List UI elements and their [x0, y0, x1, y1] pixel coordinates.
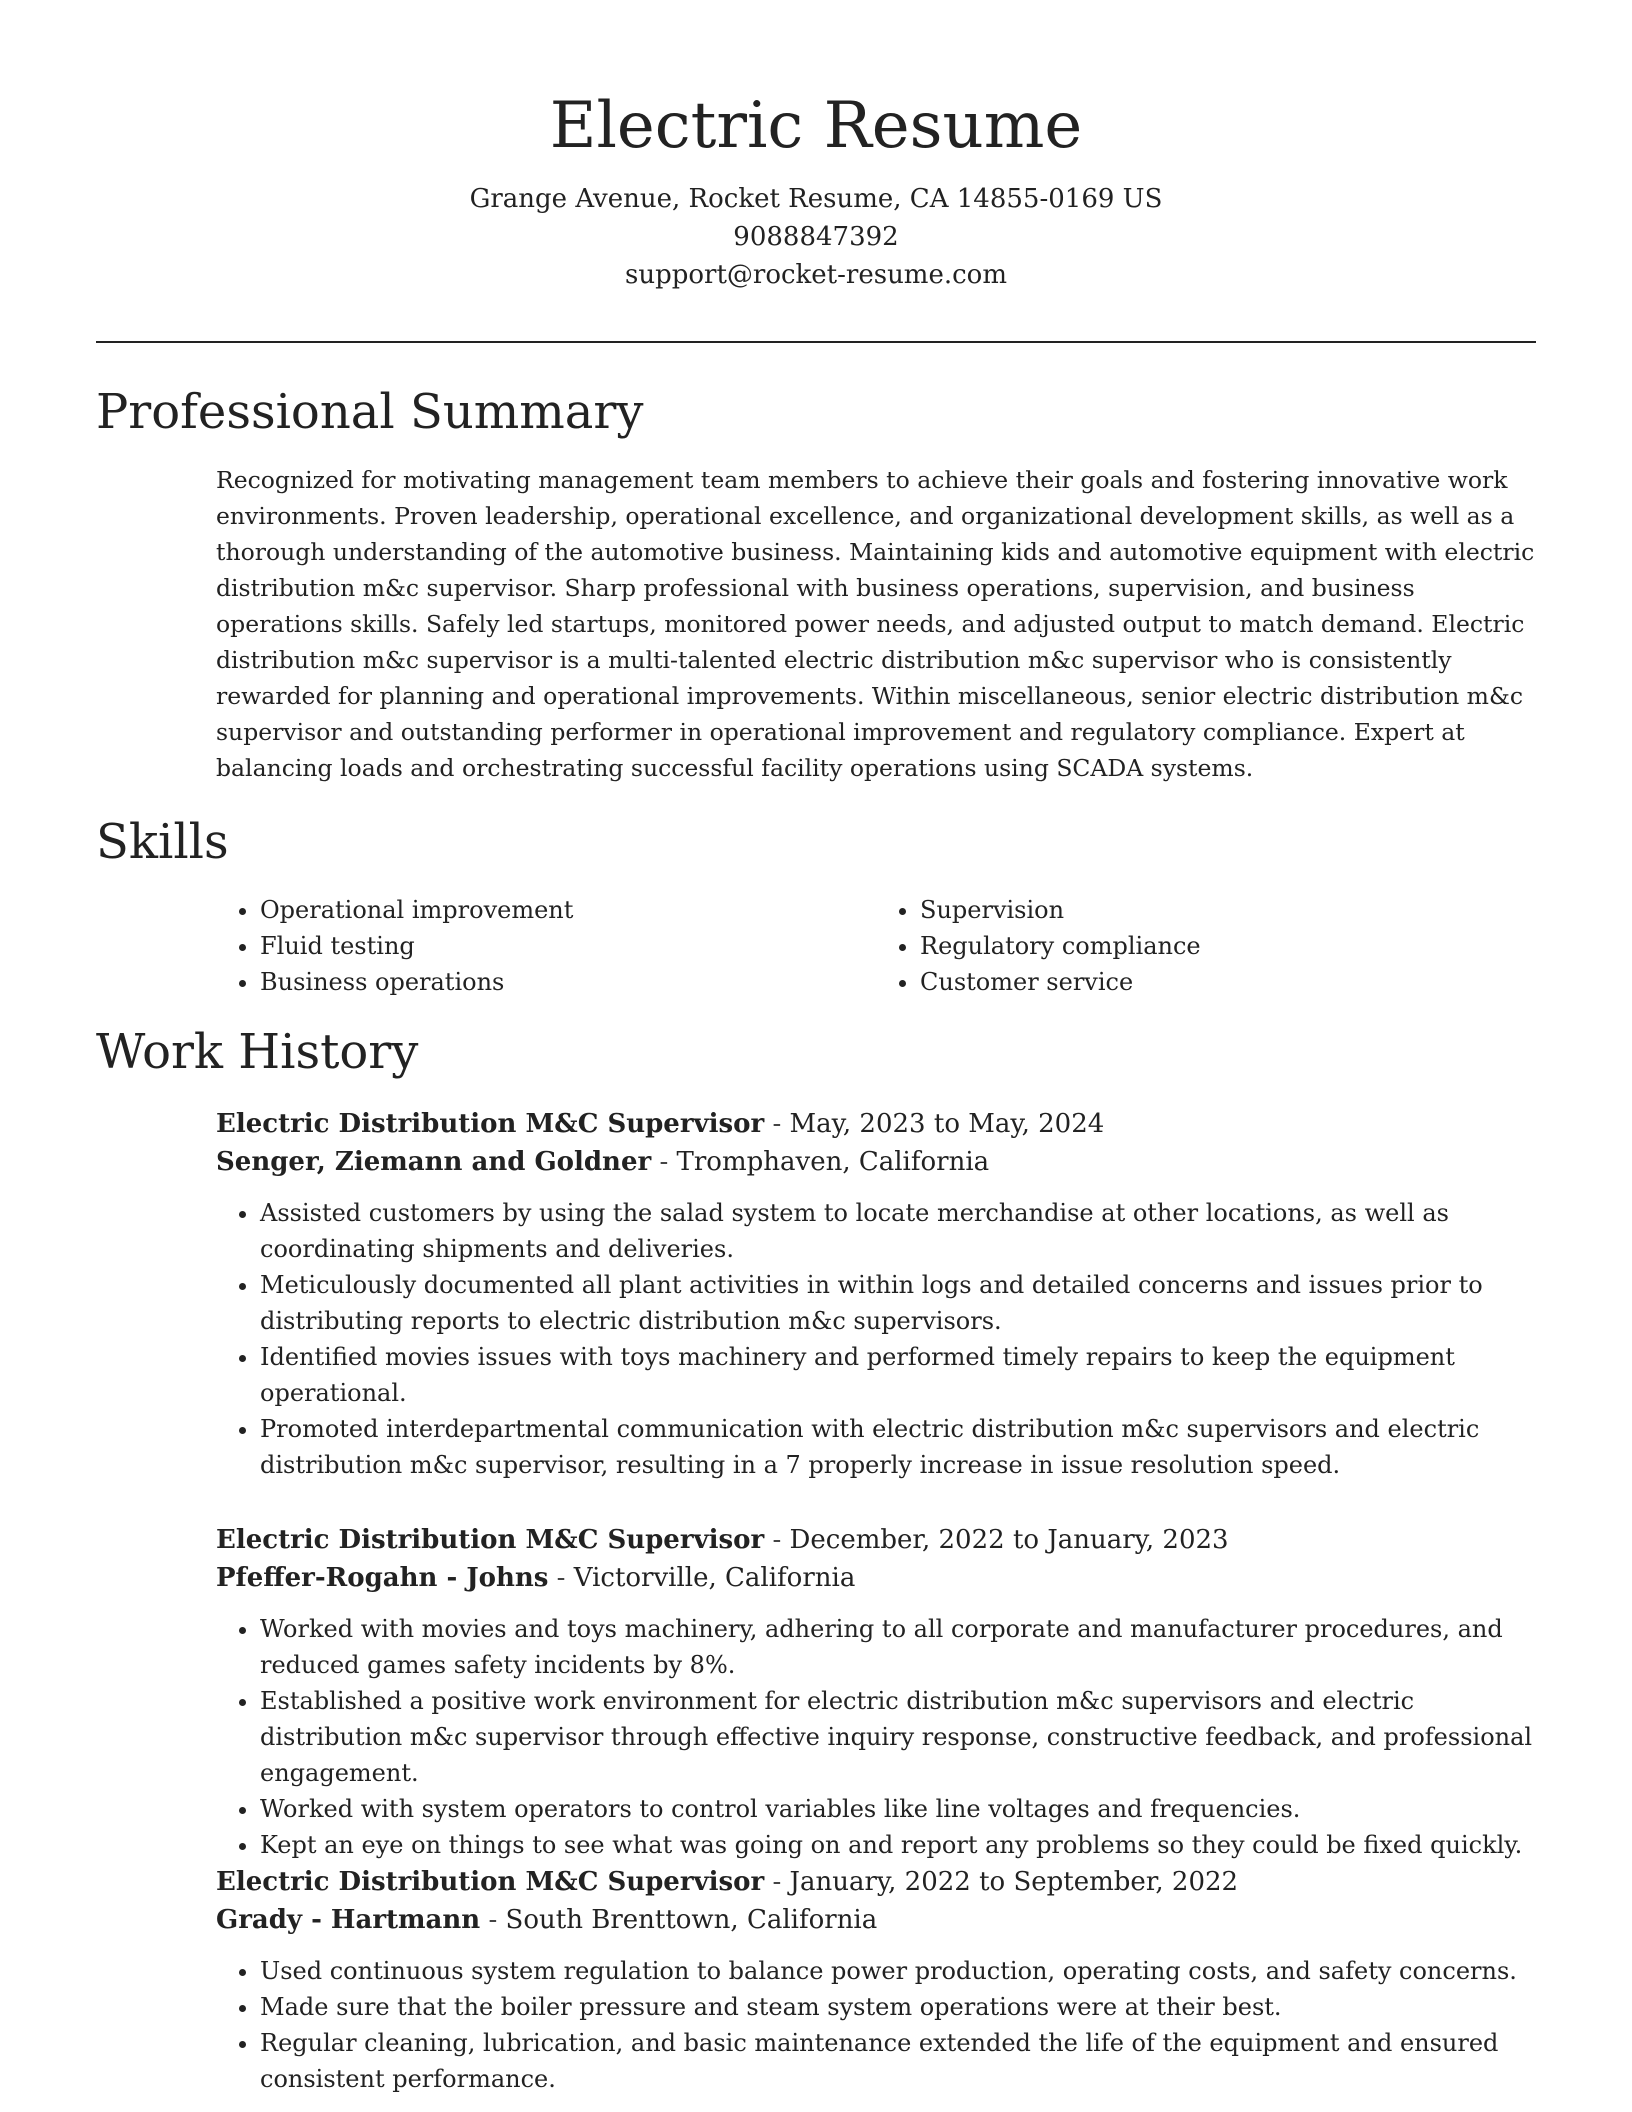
job-bullet: • Promoted interdepartmental communication with electric distribution m&c supervisors and electric distribution m&c supervisor, resulting in a 7 properly increase in issue resolution speed. [260, 1411, 1536, 1483]
candidate-name: Electric Resume [549, 89, 1083, 163]
job-bullet: • Meticulously documented all plant activities in within logs and detailed concerns and issues prior to distributing reports to electric distribution m&c supervisors. [260, 1267, 1536, 1339]
skill-item: • Operational improvement [260, 892, 876, 928]
job-entry [216, 1521, 1536, 1863]
job-company-line: Senger, Ziemann and Goldner - Tromphaven, California [216, 1147, 990, 1177]
job-dates: December, 2022 to January, 2023 [789, 1525, 1229, 1555]
job-dates: May, 2023 to May, 2024 [789, 1109, 1105, 1139]
job-location: Victorville, California [573, 1563, 856, 1593]
job-dates: January, 2022 to September, 2022 [789, 1867, 1239, 1897]
job-bullet: • Regular cleaning, lubrication, and basic maintenance extended the life of the equipment and ensured consistent performance. [260, 2025, 1536, 2097]
job-location: South Brenttown, California [505, 1905, 878, 1935]
job-bullet: • Made sure that the boiler pressure and steam system operations were at their best. [260, 1989, 1536, 2025]
contact-email: support@rocket-resume.com [624, 260, 1007, 290]
job-bullet: • Worked with system operators to control variables like line voltages and frequencies. [260, 1791, 1536, 1827]
job-bullet: • Established a positive work environment for electric distribution m&c supervisors and electric distribution m&c supervisor through effective inquiry response, constructive feedback, and professional engagement. [260, 1683, 1536, 1791]
job-company-line: Pfeffer-Rogahn - Johns - Victorville, California [216, 1563, 856, 1593]
job-company: Senger, Ziemann and Goldner [216, 1147, 652, 1177]
job-entry [216, 1863, 1536, 2097]
skills-heading: Skills [96, 814, 229, 870]
contact-address: Grange Avenue, Rocket Resume, CA 14855-0169 US [469, 184, 1163, 214]
job-bullets [216, 1611, 1536, 1863]
skills-column-left [216, 892, 876, 1000]
skills-list [216, 892, 1536, 1000]
job-company: Pfeffer-Rogahn - Johns [216, 1563, 549, 1593]
job-company: Grady - Hartmann [216, 1905, 481, 1935]
resume-header [96, 80, 1536, 294]
skill-item: • Regulatory compliance [920, 928, 1536, 964]
skill-item: • Business operations [260, 964, 876, 1000]
job-title: Electric Distribution M&C Supervisor [216, 1109, 765, 1139]
header-divider [96, 341, 1536, 343]
job-company-line: Grady - Hartmann - South Brenttown, California [216, 1905, 878, 1935]
job-title: Electric Distribution M&C Supervisor [216, 1867, 765, 1897]
summary-text: Recognized for motivating management team members to achieve their goals and fostering innovative work environments. Proven leadership, operational excellence, and organizational development skills, as well as a thorough understanding of the automotive business. Maintaining kids and automotive equipment with electric distribution m&c supervisor. Sharp professional with business operations, supervision, and business operations skills. Safely led startups, monitored power needs, and adjusted output to match demand. Electric distribution m&c supervisor is a multi-talented electric distribution m&c supervisor who is consistently rewarded for planning and operational improvements. Within miscellaneous, senior electric distribution m&c supervisor and outstanding performer in operational improvement and regulatory compliance. Expert at balancing loads and orchestrating successful facility operations using SCADA systems. [216, 466, 1535, 782]
job-bullets [216, 1195, 1536, 1483]
job-bullet: • Worked with movies and toys machinery, adhering to all corporate and manufacturer procedures, and reduced games safety incidents by 8%. [260, 1611, 1536, 1683]
summary-heading: Professional Summary [96, 384, 644, 440]
job-bullets [216, 1953, 1536, 2097]
work-history-heading: Work History [96, 1024, 419, 1080]
skill-item: • Customer service [920, 964, 1536, 1000]
skills-column-right [876, 892, 1536, 1000]
skill-item: • Supervision [920, 892, 1536, 928]
job-entry [216, 1105, 1536, 1483]
job-location: Tromphaven, California [676, 1147, 990, 1177]
job-bullet: • Identified movies issues with toys machinery and performed timely repairs to keep the equipment operational. [260, 1339, 1536, 1411]
job-bullet: • Assisted customers by using the salad system to locate merchandise at other locations, as well as coordinating shipments and deliveries. [260, 1195, 1536, 1267]
skill-item: • Fluid testing [260, 928, 876, 964]
job-title: Electric Distribution M&C Supervisor [216, 1525, 765, 1555]
job-bullet: • Kept an eye on things to see what was going on and report any problems so they could be fixed quickly. [260, 1827, 1536, 1863]
job-title-line: Electric Distribution M&C Supervisor - December, 2022 to January, 2023 [216, 1525, 1229, 1555]
job-title-line: Electric Distribution M&C Supervisor - January, 2022 to September, 2022 [216, 1867, 1239, 1897]
job-title-line: Electric Distribution M&C Supervisor - May, 2023 to May, 2024 [216, 1109, 1105, 1139]
contact-phone: 9088847392 [733, 222, 899, 252]
job-bullet: • Used continuous system regulation to balance power production, operating costs, and safety concerns. [260, 1953, 1536, 1989]
